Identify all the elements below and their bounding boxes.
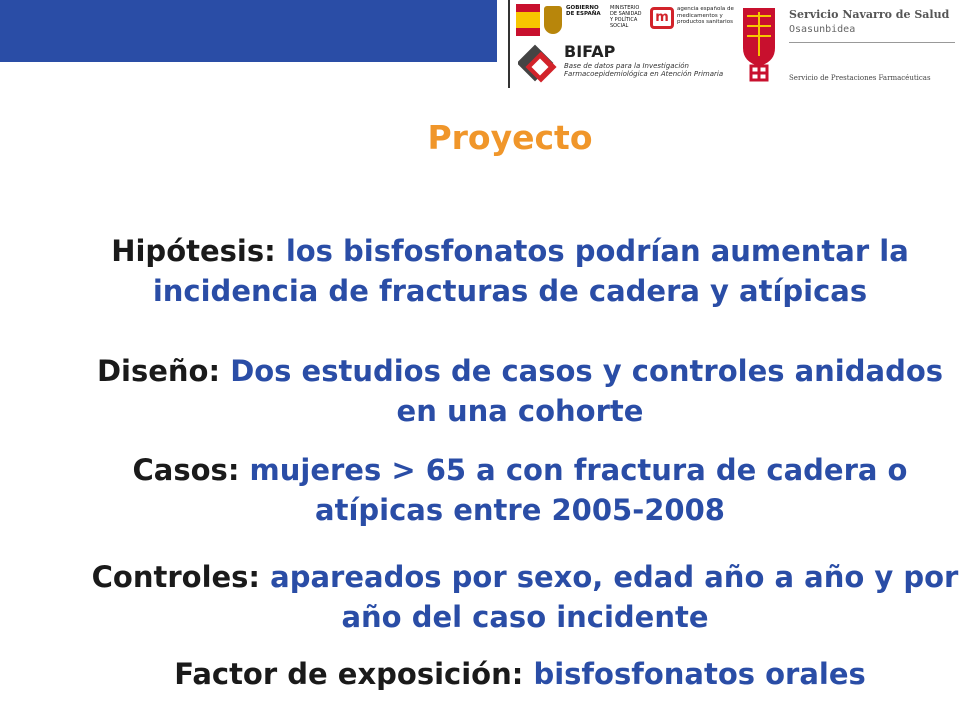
- bifap-subtitle: Base de datos para la Investigación Farmacoepidemiológica en Atención Primaria: [564, 62, 724, 78]
- casos-text: mujeres > 65 a con fractura de cadera o atípicas entre 2005-2008: [249, 453, 908, 527]
- bifap-logo: [516, 42, 728, 86]
- diseno-label: Diseño:: [96, 354, 221, 388]
- hipotesis-text: los bisfosfonatos podrían aumentar la incidencia de fracturas de cadera y atípicas: [152, 234, 909, 308]
- factor-item: [80, 654, 960, 694]
- controles-label: Controles:: [91, 560, 261, 594]
- gobierno-logo: [514, 2, 734, 38]
- header-blue-bar: [0, 0, 497, 62]
- bifap-mark-icon: [518, 44, 558, 84]
- controles-text: apareados por sexo, edad año a año y por año del caso incidente: [270, 560, 959, 634]
- gobierno-text: GOBIERNO DE ESPAÑA: [566, 5, 601, 17]
- controles-item: [90, 557, 960, 637]
- hipotesis-item: [110, 231, 910, 311]
- factor-label: Factor de exposición:: [174, 657, 524, 691]
- spain-flag-icon: [516, 4, 540, 36]
- casos-label: Casos:: [132, 453, 240, 487]
- bifap-title: BIFAP: [564, 42, 616, 61]
- navarra-service: Servicio de Prestaciones Farmacéuticas: [789, 74, 931, 82]
- navarra-divider: [789, 42, 955, 43]
- diseno-text: Dos estudios de casos y controles anidados en una cohorte: [230, 354, 944, 428]
- factor-text: bisfosfonatos orales: [533, 657, 866, 691]
- hipotesis-label: Hipótesis:: [111, 234, 276, 268]
- diseno-item: [80, 351, 960, 431]
- navarra-emblem-icon: [737, 4, 781, 82]
- navarra-logo: [735, 2, 960, 86]
- navarra-subtitle: Osasunbidea: [789, 24, 856, 35]
- coat-of-arms-icon: [544, 6, 562, 34]
- slide-title: Proyecto: [427, 118, 593, 157]
- agencia-logo-icon: m: [650, 7, 674, 29]
- navarra-title: Servicio Navarro de Salud: [789, 8, 950, 21]
- ministerio-text: MINISTERIO DE SANIDAD Y POLÍTICA SOCIAL: [610, 5, 642, 29]
- logo-banner: [508, 0, 960, 88]
- agencia-text: agencia española de medicamentos y productos sanitarios: [677, 6, 734, 25]
- casos-item: [110, 450, 930, 530]
